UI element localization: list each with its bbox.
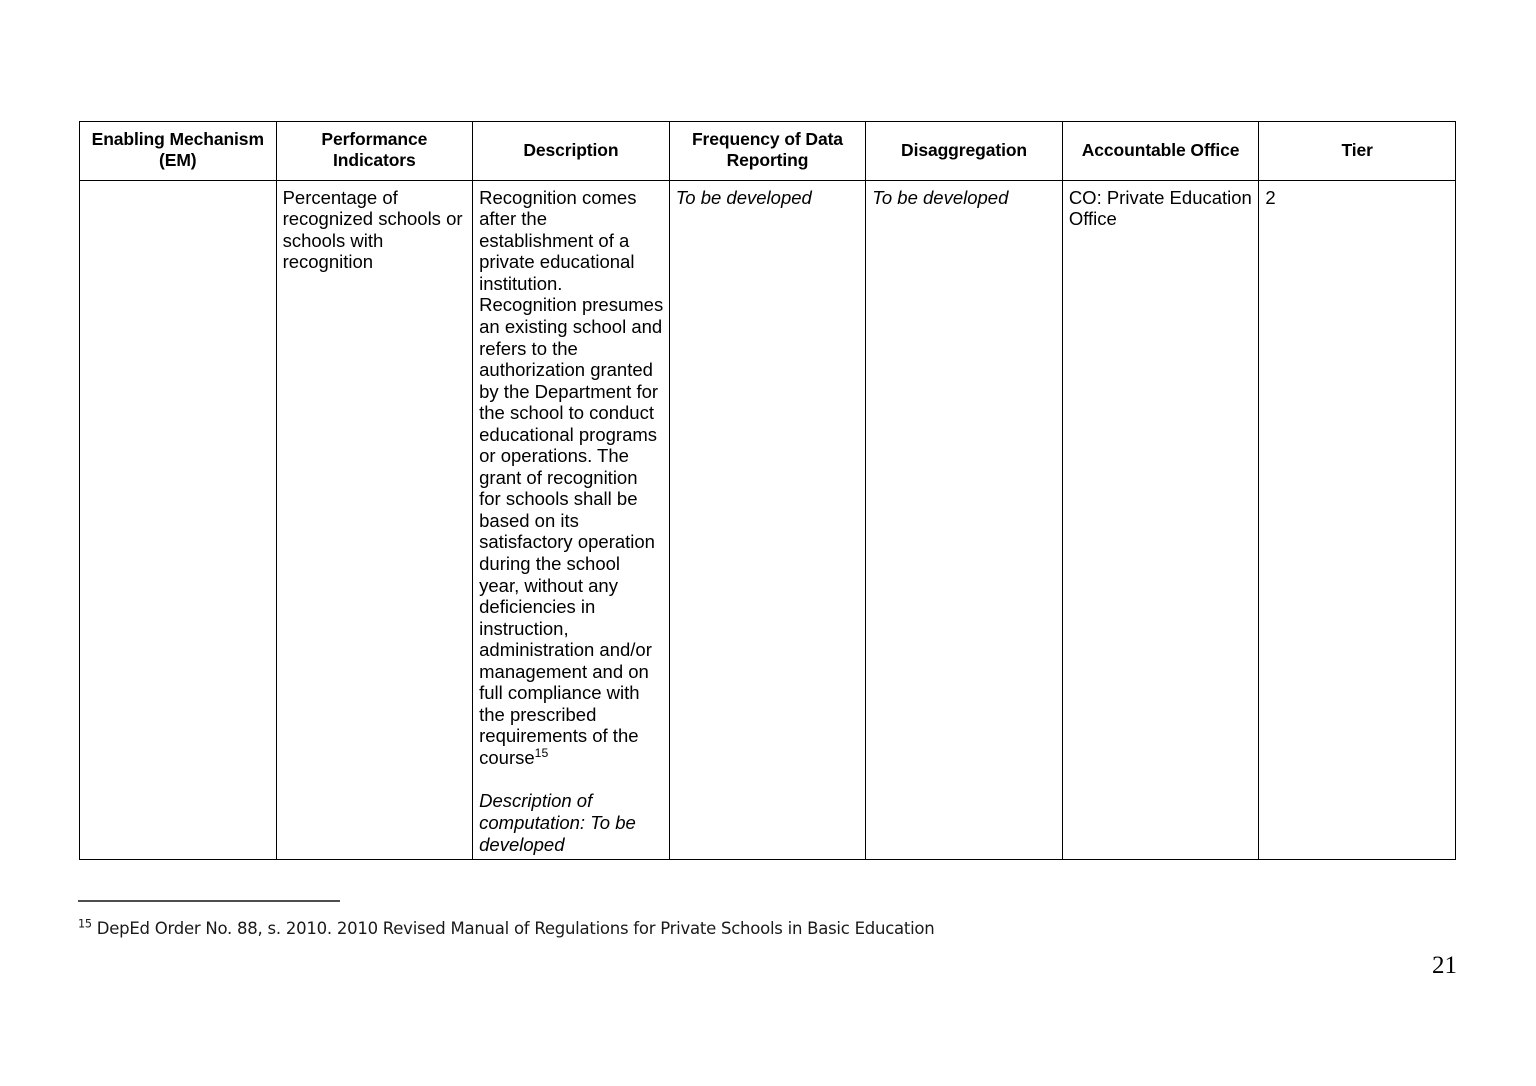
cell-performance-indicator: Percentage of recognized schools or schools with recognition: [276, 180, 473, 859]
cell-description: [473, 180, 670, 859]
column-header-frequency-line2: Reporting: [726, 150, 809, 171]
column-header-disaggregation: Disaggregation: [866, 122, 1063, 181]
cell-frequency-of-data-reporting: To be developed: [669, 180, 866, 859]
description-spacer: [479, 768, 664, 790]
table-row: [80, 180, 1456, 859]
column-header-frequency-line1: Frequency of Data: [691, 129, 843, 149]
column-header-enabling-mechanism-line2: (EM): [159, 150, 197, 171]
column-header-accountable-office: Accountable Office: [1062, 122, 1259, 181]
footnote-area: [78, 900, 1458, 939]
cell-tier: 2: [1259, 180, 1456, 859]
footnote-reference-marker: 15: [534, 745, 549, 760]
column-header-performance-indicators: [276, 122, 473, 181]
indicator-matrix-table-container: [79, 121, 1456, 860]
column-header-enabling-mechanism: [80, 122, 277, 181]
column-header-performance-indicators-line1: Performance: [321, 129, 428, 149]
table-header: [80, 122, 1456, 181]
footnote-entry: [78, 918, 1458, 939]
column-header-frequency-of-data-reporting: [669, 122, 866, 181]
table-header-row: [80, 122, 1456, 181]
description-main-text: Recognition comes after the establishment of a private educational institution. Recognition presumes an existing school and refers to the authorization granted by the Department for the school to conduct educational programs or operations. The grant of recognition for schools shall be based on its satisfactory operation during the school year, without any deficiencies in instruction, administration and/or management and on full compliance with the prescribed requirements of the course: [479, 186, 664, 768]
footnote-citation-text: DepEd Order No. 88, s. 2010. 2010 Revised Manual of Regulations for Private Schools in Basic Education: [91, 919, 935, 938]
footnote-number: 15: [78, 917, 92, 931]
cell-enabling-mechanism: [80, 180, 277, 859]
cell-accountable-office: CO: Private Education Office: [1062, 180, 1259, 859]
table-body: [80, 180, 1456, 859]
column-header-enabling-mechanism-line1: Enabling Mechanism: [91, 129, 264, 149]
column-header-performance-indicators-line2: Indicators: [333, 150, 416, 171]
cell-disaggregation: To be developed: [866, 180, 1063, 859]
footnote-separator-rule: [78, 900, 340, 902]
page-number: 21: [1432, 952, 1457, 979]
column-header-tier: Tier: [1259, 122, 1456, 181]
description-main-paragraph: [479, 187, 664, 769]
column-header-description: Description: [473, 122, 670, 181]
indicator-matrix-table: [79, 121, 1456, 860]
description-computation-text: Description of computation: To be developed: [479, 790, 636, 855]
